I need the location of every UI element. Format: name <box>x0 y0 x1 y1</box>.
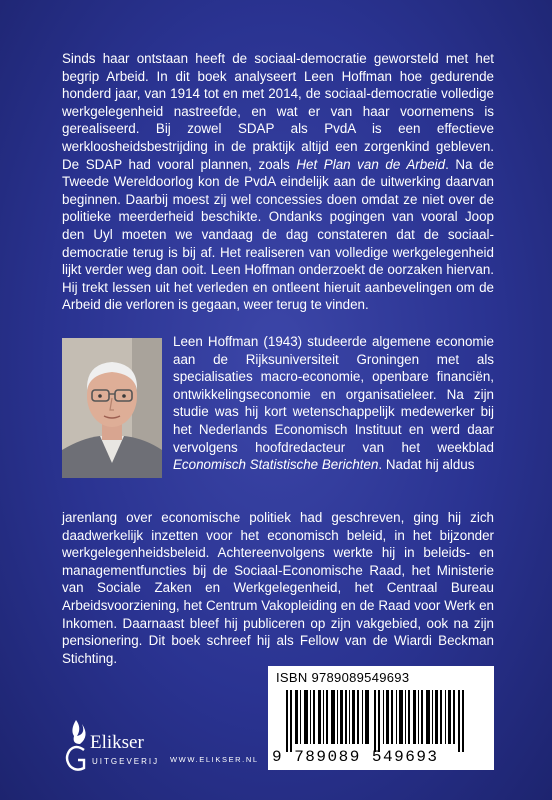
blurb-book-title: Het Plan van de Arbeid <box>296 156 446 172</box>
isbn-barcode-panel <box>268 666 494 770</box>
publisher-website: WWW.ELIKSER.NL <box>170 755 259 764</box>
bio-text-2: . Nadat hij aldus <box>378 457 475 473</box>
author-bio-continued: jarenlang over economische politiek had geschreven, ging hij zich daadwerkelijk inzetten voor het economisch beleid, in het bijzonder werkgelegenheidsbeleid. Achtereenvolgens werkte hij in beleids- en managementfuncties bij de Sociaal-Economische Raad, het Ministerie van Sociale Zaken en Werkgelegenheid, het Centraal Bureau Arbeidsvoorziening, het Centrum Vakopleiding en de Raad voor Werk en Inkomen. Daarnaast bleef hij publiceren op zijn vakgebied, ook na zijn pensionering. Dit boek schreef hij als Fellow van de Wiardi Beckman Stichting. <box>62 510 494 666</box>
publisher-name: Elikser <box>90 732 144 753</box>
isbn-label: ISBN 9789089549693 <box>276 670 410 685</box>
publisher-subtitle: UITGEVERIJ <box>92 757 160 766</box>
blurb-text-2: . Na de Tweede Wereldoorlog kon de PvdA eindelijk aan de uitwerking daarvan beginnen. Daarbij moest zij wel concessies doen omdat ze niet over de politieke meerderheid beschikte. Ondanks pogingen van vooral Joop den Uyl moeten we vandaag de dag constateren dat de sociaal-democratie terug is bij af. Het realiseren van volledige werkgelegenheid lijkt verder weg dan ooit. Leen Hoffman onderzoekt de oorzaken hiervan. Hij trekt lessen uit het verleden en ontleent hieruit aanbevelingen om de Arbeid die verloren is gegaan, weer terug te vinden. <box>62 156 494 313</box>
bio-text-1: Leen Hoffman (1943) studeerde algemene economie aan de Rijksuniversiteit Groningen met als specialisaties macro-economie, openbare financiën, ontwikkelingseconomie en organisatieleer. Na zijn studie was hij kort wetenschappelijk medewerker bij het Nederlands Economisch Instituut en werd daar vervolgens hoofdredacteur van het weekblad <box>173 334 494 455</box>
barcode-icon <box>278 690 484 752</box>
author-bio-intro <box>173 333 494 474</box>
flame-g-icon <box>62 718 90 774</box>
barcode-digits: 9 789089 549693 <box>272 748 439 766</box>
bio-magazine-title: Economisch Statistische Berichten <box>173 457 379 473</box>
author-photo <box>62 338 162 478</box>
author-portrait-image <box>62 338 162 478</box>
publisher-logo <box>62 716 172 776</box>
blurb-text-1: Sinds haar ontstaan heeft de sociaal-democratie geworsteld met het begrip Arbeid. In dit boek analyseert Leen Hoffman hoe gedurende honderd jaar, van 1914 tot en met 2014, de sociaal-democratie volledige werkgelegenheid nastreefde, en wat er van haar voornemens is gerealiseerd. Bij zowel SDAP als PvdA is een effectieve werkloosheidsbestrijding in de praktijk altijd een zorgenkind gebleven. De SDAP had vooral plannen, zoals <box>62 51 494 172</box>
back-cover-blurb <box>62 50 494 314</box>
